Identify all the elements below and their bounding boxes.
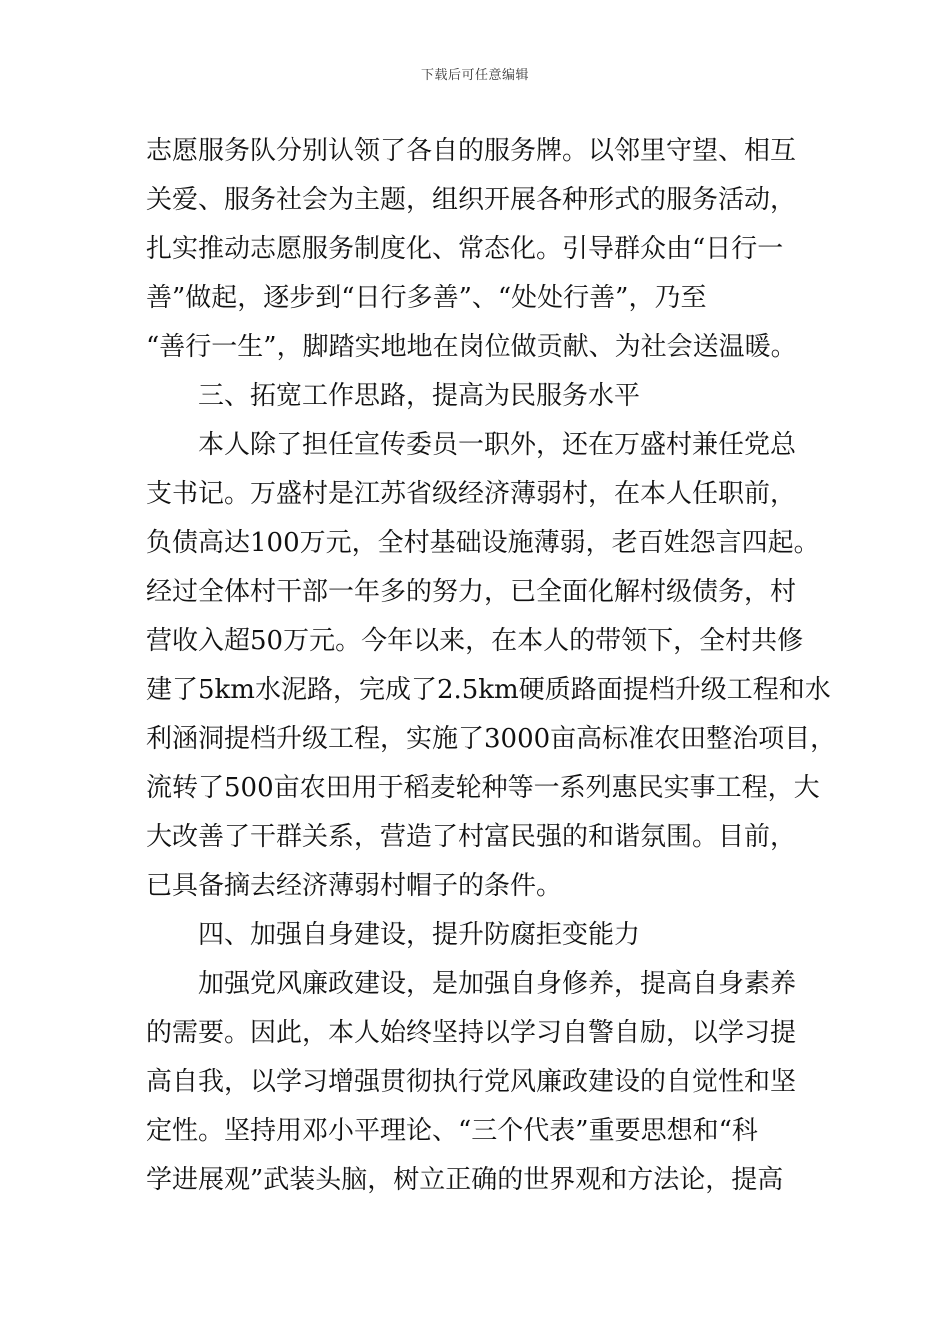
text-line: 已具备摘去经济薄弱村帽子的条件。: [146, 871, 563, 901]
section-heading: 三、拓宽工作思路，提高为民服务水平: [198, 381, 641, 411]
text-line: 负债高达100万元，全村基础设施薄弱，老百姓怨言四起。: [146, 528, 820, 558]
text-line: 扎实推动志愿服务制度化、常态化。引导群众由“日行一: [146, 234, 784, 264]
text-line: 流转了500亩农田用于稻麦轮种等一系列惠民实事工程，大: [146, 773, 820, 803]
text-line: 善”做起，逐步到“日行多善”、“处处行善”，乃至: [146, 283, 707, 313]
text-line: 利涵洞提档升级工程，实施了3000亩高标准农田整治项目，: [146, 724, 837, 754]
text-line: 学进展观”武装头脑，树立正确的世界观和方法论，提高: [146, 1165, 784, 1195]
text-line: “善行一生”，脚踏实地地在岗位做贡献、为社会送温暖。: [146, 332, 797, 362]
text-line: 的需要。因此，本人始终坚持以学习自警自励，以学习提: [146, 1018, 797, 1048]
page-header: 下载后可任意编辑: [420, 68, 529, 83]
text-line: 大改善了干群关系，营造了村富民强的和谐氛围。目前，: [146, 822, 797, 852]
body-text: [146, 127, 837, 1205]
text-line: 营收入超50万元。今年以来，在本人的带领下，全村共修: [146, 626, 804, 656]
text-line: 关爱、服务社会为主题，组织开展各种形式的服务活动，: [146, 185, 797, 215]
text-line: 建了5km水泥路，完成了2.5km硬质路面提档升级工程和水: [146, 675, 831, 705]
text-line: 志愿服务队分别认领了各自的服务牌。以邻里守望、相互: [146, 136, 797, 166]
text-line: 定性。坚持用邓小平理论、“三个代表”重要思想和“科: [146, 1116, 758, 1146]
text-line: 高自我，以学习增强贯彻执行党风廉政建设的自觉性和坚: [146, 1067, 797, 1097]
text-line: 支书记。万盛村是江苏省级经济薄弱村，在本人任职前，: [146, 479, 797, 509]
section-heading: 四、加强自身建设，提升防腐拒变能力: [198, 920, 641, 950]
text-line: 本人除了担任宣传委员一职外，还在万盛村兼任党总: [198, 430, 797, 460]
text-line: 经过全体村干部一年多的努力，已全面化解村级债务，村: [146, 577, 797, 607]
text-line: 加强党风廉政建设，是加强自身修养，提高自身素养: [198, 969, 797, 999]
